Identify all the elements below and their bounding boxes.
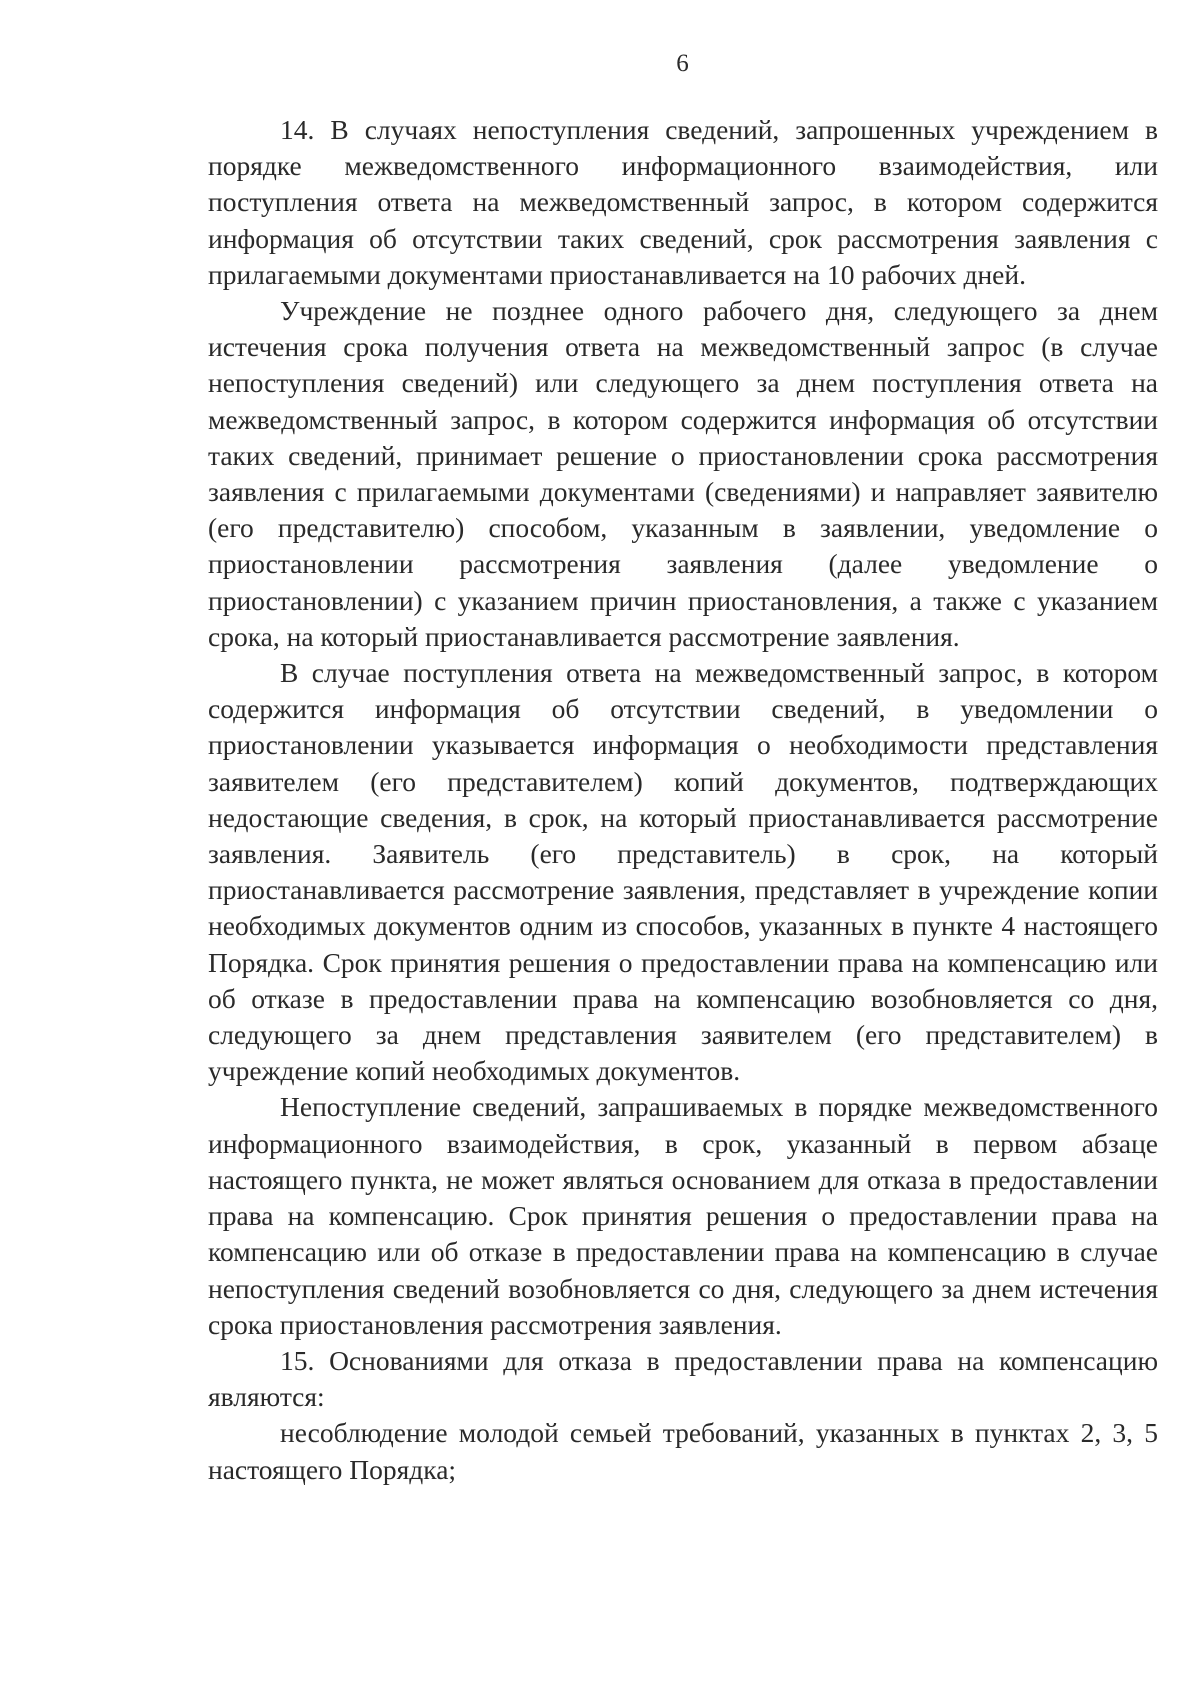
paragraph-suspension-decision: Учреждение не позднее одного рабочего дня, следующего за днем истечения срока получения ответа на межведомственный запрос (в случае непоступления сведений) или следующего за днем поступления ответа на межведомственный запрос, в котором содержится информация об отсутствии таких сведений, принимает решение о приостановлении срока рассмотрения заявления с прилагаемыми документами (сведениями) и направляет заявителю (его представителю) способом, указанным в заявлении, уведомление о приостановлении рассмотрения заявления (далее уведомление о приостановлении) с указанием причин приостановления, а также с указанием срока, на который приостанавливается рассмотрение заявления. bbox=[208, 295, 1158, 652]
paragraph-14: 14. В случаях непоступления сведений, запрошенных учреждением в порядке межведомственного информационного взаимодействия, или поступления ответа на межведомственный запрос, в котором содержится информация об отсутствии таких сведений, срок рассмотрения заявления с прилагаемыми документами приостанавливается на 10 рабочих дней. bbox=[208, 114, 1158, 290]
paragraph-refusal-ground-1: несоблюдение молодой семьей требований, указанных в пунктах 2, 3, 5 настоящего Порядка; bbox=[208, 1417, 1158, 1485]
paragraph-missing-info-response: В случае поступления ответа на межведомственный запрос, в котором содержится информация об отсутствии сведений, в уведомлении о приостановлении указывается информация о необходимости представления заявителем (его представителем) копий документов, подтверждающих недостающие сведения, в срок, на который приостанавливается рассмотрение заявления. Заявитель (его представитель) в срок, на который приостанавливается рассмотрение заявления, представляет в учреждение копии необходимых документов одним из способов, указанных в пункте 4 настоящего Порядка. Срок принятия решения о предоставлении права на компенсацию или об отказе в предоставлении права на компенсацию возобновляется со дня, следующего за днем представления заявителем (его представителем) в учреждение копий необходимых документов. bbox=[208, 657, 1158, 1087]
document-body bbox=[208, 112, 1158, 1488]
paragraph-non-receipt: Непоступление сведений, запрашиваемых в порядке межведомственного информационного взаимодействия, в срок, указанный в первом абзаце настоящего пункта, не может являться основанием для отказа в предоставлении права на компенсацию. Срок принятия решения о предоставлении права на компенсацию или об отказе в предоставлении права на компенсацию в случае непоступления сведений возобновляется со дня, следующего за днем истечения срока приостановления рассмотрения заявления. bbox=[208, 1091, 1158, 1340]
page-number: 6 bbox=[676, 50, 689, 77]
paragraph-15: 15. Основаниями для отказа в предоставлении права на компенсацию являются: bbox=[208, 1344, 1158, 1413]
